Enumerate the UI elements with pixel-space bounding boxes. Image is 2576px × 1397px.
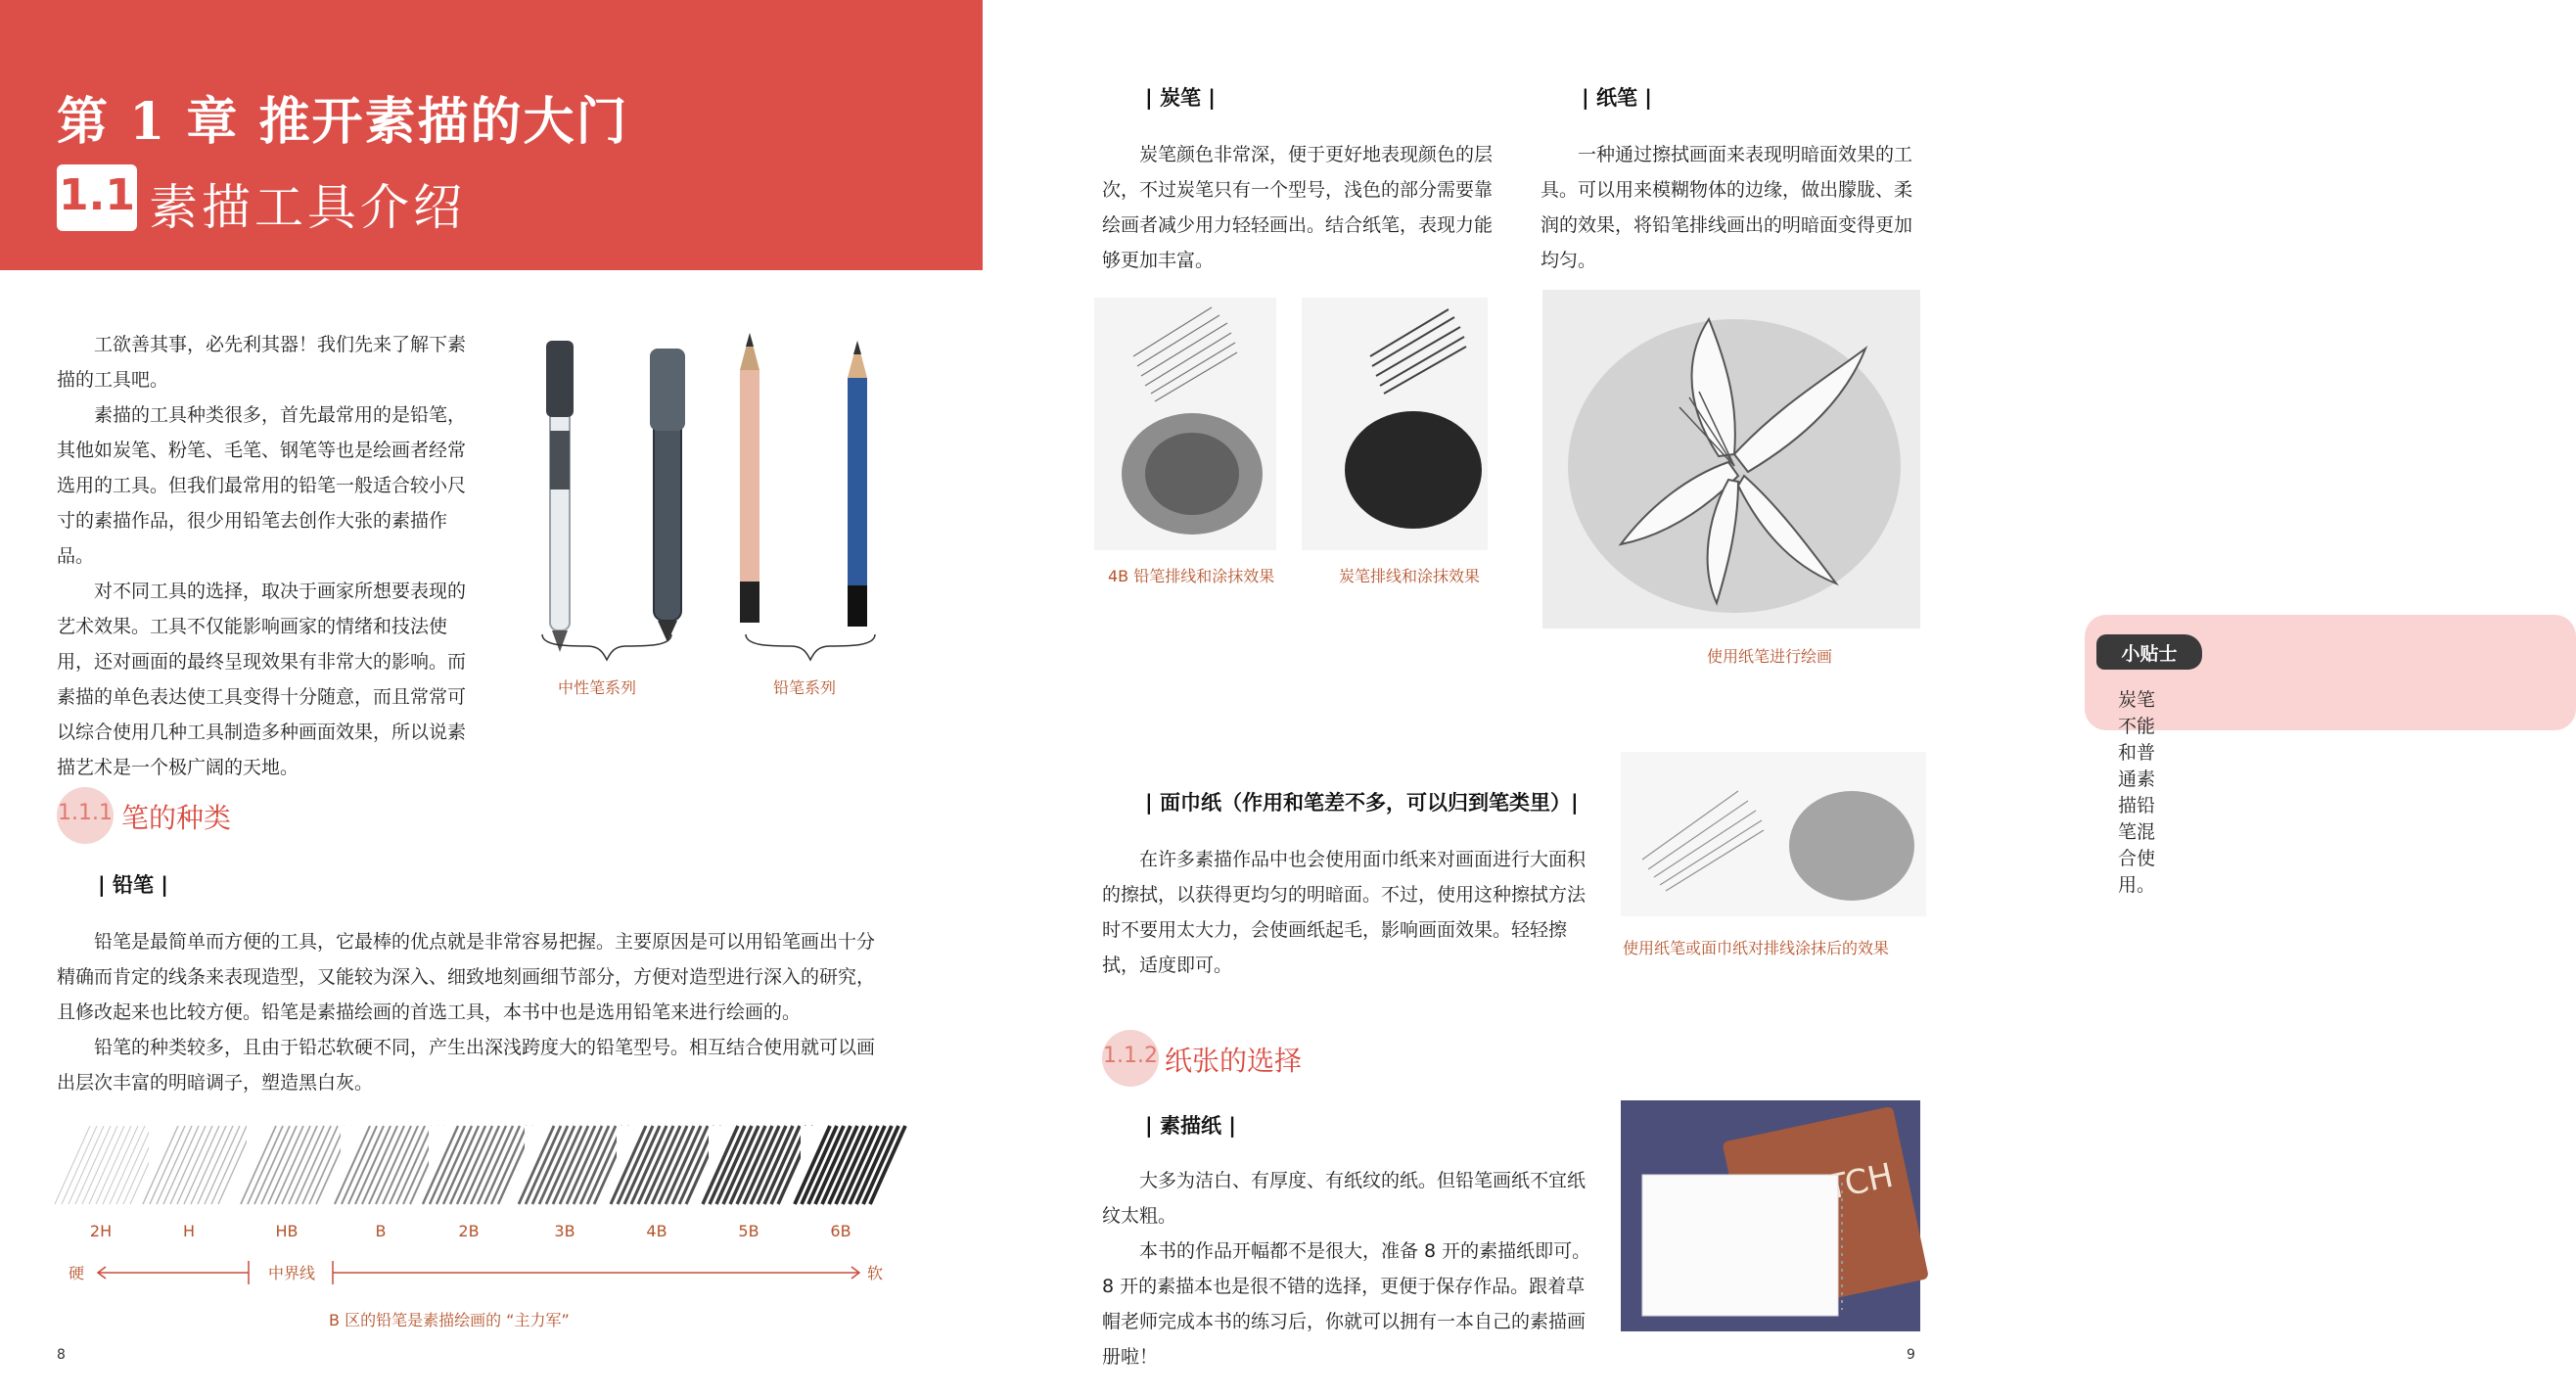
pencil-paragraph: 铅笔是最简单而方便的工具，它最棒的优点就是非常容易把握。主要原因是可以用铅笔画出十分精确而肯定的线条来表现造型，又能较为深入、细致地刻画细节部分，方便对造型进行深入的研究，且修改起来也比较方便。铅笔是素描绘画的首选工具，本书中也是选用铅笔来进行绘画的。 [57, 931, 876, 1023]
pencil-natural [740, 333, 759, 623]
chapter-title: 第 1 章 推开素描的大门 [57, 92, 629, 152]
pencil-grade-label: 5B [738, 1222, 759, 1240]
pencil-caption: 铅笔系列 [773, 678, 837, 697]
charcoal-text: 炭笔颜色非常深，便于更好地表现颜色的层次，不过炭笔只有一个型号，浅色的部分需要靠绘画者减少用力轻轻画出。结合纸笔，表现力能够更加丰富。 [1102, 144, 1494, 271]
pencil-4b-swatch-image [1094, 298, 1276, 550]
gel-pen-clear [546, 341, 574, 652]
intro-paragraph: 素描的工具种类很多，首先最常用的是铅笔，其他如炭笔、粉笔、毛笔、钢笔等也是绘画者经常选用的工具。但我们最常用的铅笔一般适合较小尺寸的素描作品，很少用铅笔去创作大张的素描作品。 [57, 404, 467, 567]
pencil-grade-swatch [429, 1126, 509, 1204]
pencil-grade-label: 2B [458, 1222, 480, 1240]
pencil-blue [848, 341, 867, 627]
pencil-4b-caption: 4B 铅笔排线和涂抹效果 [1108, 567, 1275, 585]
pencil-grade-swatch [801, 1126, 881, 1204]
left-page [0, 0, 983, 1397]
pencil-grade-label: 2H [89, 1222, 113, 1240]
tip-tag [2096, 634, 2202, 670]
pencil-grade-swatch [709, 1126, 789, 1204]
sketchbook-photo [1621, 1100, 1920, 1331]
pencil-grade-label: 4B [646, 1222, 667, 1240]
charcoal-heading: | 炭笔 | [1145, 86, 1216, 110]
sketch-paper-text-block [1102, 1163, 1593, 1374]
pencil-grade-label: 3B [554, 1222, 575, 1240]
pencil-text-block [57, 924, 879, 1100]
gel-pen-caption: 中性笔系列 [558, 678, 637, 697]
pencil-grade-label: B [375, 1222, 387, 1240]
scale-middle-label: 中界线 [268, 1264, 316, 1282]
subsection-badge [1102, 1030, 1159, 1087]
tissue-caption: 使用纸笔或面巾纸对排线涂抹后的效果 [1623, 939, 1890, 957]
pencil-grade-label: H [182, 1222, 196, 1240]
pencil-heading: | 铅笔 | [98, 873, 168, 897]
tissue-effect-image [1621, 752, 1926, 916]
section-title: 素描工具介绍 [149, 179, 466, 236]
intro-paragraph: 对不同工具的选择，取决于画家所想要表现的艺术效果。工具不仅能影响画家的情绪和技法使用，还对画面的最终呈现效果有非常大的影响。而素描的单色表达使工具变得十分随意，而且常常可以综合使用几种工具制造多种画面效果，所以说素描艺术是一个极广阔的天地。 [57, 581, 467, 778]
pens-illustration [529, 323, 900, 695]
scale-hard-label: 硬 [69, 1264, 85, 1282]
page-number-right: 9 [1907, 1347, 1915, 1363]
gel-pen-dark [650, 349, 685, 642]
pencil-grade-swatch [525, 1126, 605, 1204]
subsection-badge [57, 787, 114, 844]
pencil-grade-swatch [341, 1126, 421, 1204]
scale-caption: B 区的铅笔是素描绘画的 “主力军” [329, 1311, 570, 1329]
section-number: 1.1 [59, 170, 135, 220]
sketch-paper-heading: | 素描纸 | [1145, 1114, 1236, 1138]
lily-caption: 使用纸笔进行绘画 [1707, 647, 1833, 666]
pencil-grade-swatch [61, 1126, 141, 1204]
tip-box [2085, 615, 2576, 730]
intro-paragraph: 工欲善其事，必先利其器！我们先来了解下素描的工具吧。 [57, 334, 467, 391]
subsection-title: 纸张的选择 [1165, 1045, 1303, 1077]
page-number-left: 8 [57, 1347, 66, 1363]
tip-tag-label: 小贴士 [2121, 643, 2178, 665]
sketch-paper-paragraph: 大多为洁白、有厚度、有纸纹的纸。但铅笔画纸不宜纸纹太粗。 [1102, 1170, 1587, 1227]
pencil-grade-swatch [617, 1126, 697, 1204]
tip-text: 炭笔不能和普通素描铅笔混合使用。 [2118, 689, 2156, 896]
tissue-heading: | 面巾纸（作用和笔差不多，可以归到笔类里）| [1145, 791, 1579, 815]
subsection-badge-number: 1.1.1 [58, 801, 113, 825]
tissue-text: 在许多素描作品中也会使用面巾纸来对画面进行大面积的擦拭，以获得更均匀的明暗面。不过，使用这种擦拭方法时不要用太大力，会使画纸起毛，影响画面效果。轻轻擦拭，适度即可。 [1102, 849, 1587, 976]
sketch-paper-paragraph: 本书的作品开幅都不是很大，准备 8 开的素描纸即可。8 开的素描本也是很不错的选择，更便于保存作品。跟着草帽老师完成本书的练习后，你就可以拥有一本自己的素描画册啦！ [1102, 1240, 1591, 1368]
lily-drawing-image [1542, 290, 1920, 629]
right-page [983, 0, 2178, 1397]
pencil-grade-swatch [247, 1126, 327, 1204]
pencil-grade-label: 6B [830, 1222, 851, 1240]
pencil-grade-swatch [149, 1126, 229, 1204]
paper-pen-heading: | 纸笔 | [1582, 86, 1652, 110]
subsection-badge-number: 1.1.2 [1103, 1044, 1158, 1068]
section-number-box [57, 164, 137, 231]
charcoal-swatch-image [1302, 298, 1488, 550]
intro-text-block [57, 327, 483, 785]
pencil-paragraph: 铅笔的种类较多，且由于铅芯软硬不同，产生出深浅跨度大的铅笔型号。相互结合使用就可以画出层次丰富的明暗调子，塑造黑白灰。 [57, 1037, 876, 1094]
scale-soft-label: 软 [867, 1264, 884, 1282]
charcoal-caption: 炭笔排线和涂抹效果 [1339, 567, 1481, 585]
subsection-title: 笔的种类 [121, 802, 232, 834]
paper-pen-text: 一种通过擦拭画面来表现明暗面效果的工具。可以用来模糊物体的边缘，做出朦胧、柔润的效果，将铅笔排线画出的明暗面变得更加均匀。 [1541, 144, 1913, 271]
hardness-scale [57, 1253, 889, 1292]
pencil-grade-label: HB [275, 1222, 299, 1240]
